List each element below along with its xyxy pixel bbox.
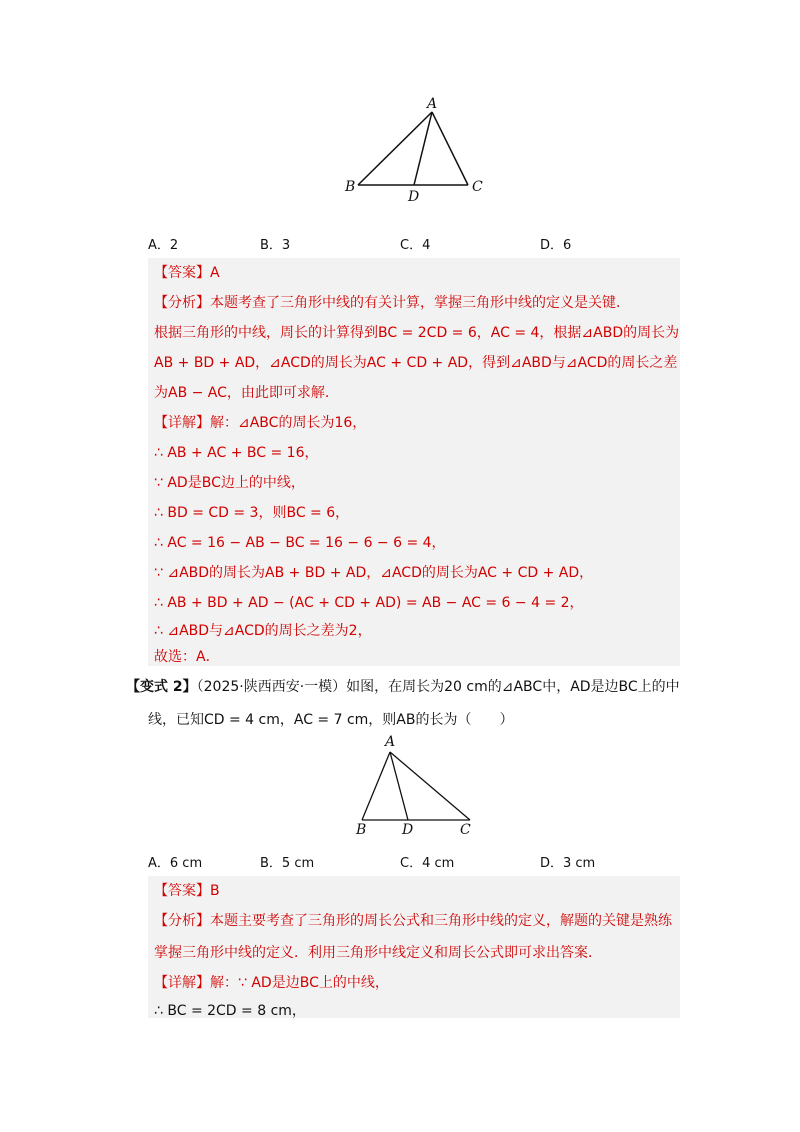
analysis-tag: 【分析】 bbox=[154, 295, 210, 311]
q2-text-1: （2025·陕西西安·一模）如图，在周长为20 cm的⊿ABC中，AD是边BC上的中 bbox=[196, 679, 680, 695]
q2-analysis-line-2: 掌握三角形中线的定义．利用三角形中线定义和周长公式即可求出答案． bbox=[154, 945, 602, 961]
q2-analysis-line-1 bbox=[154, 910, 672, 930]
label-C: C bbox=[460, 822, 471, 838]
detail-text-1: 解：⊿ABC的周长为16， bbox=[210, 415, 367, 431]
q1-detail-line-3: ∵ AD是BC边上的中线， bbox=[154, 475, 305, 491]
q1-detail-line-6: ∵ ⊿ABD的周长为AB + BD + AD，⊿ACD的周长为AC + CD + AD， bbox=[154, 565, 594, 581]
detail-tag: 【详解】 bbox=[154, 415, 210, 431]
q1-option-a[interactable]: A．2 bbox=[148, 238, 179, 253]
analysis-text-1: 本题考查了三角形中线的有关计算，掌握三角形中线的定义是关键． bbox=[210, 295, 630, 311]
q2-option-b[interactable]: B．5 cm bbox=[260, 856, 315, 871]
label-B: B bbox=[356, 822, 367, 838]
q1-option-b[interactable]: B．3 bbox=[260, 238, 291, 253]
q2-detail-line-1 bbox=[154, 972, 389, 992]
q2-question-line-1 bbox=[126, 676, 680, 696]
q2-question-line-2: 线，已知CD = 4 cm，AC = 7 cm，则AB的长为（ ） bbox=[148, 712, 514, 728]
q1-answer-line bbox=[154, 262, 220, 282]
answer-value: B bbox=[210, 883, 220, 899]
q1-solution-panel bbox=[148, 258, 680, 666]
label-A: A bbox=[385, 734, 396, 750]
q1-detail-line-8: ∴ ⊿ABD与⊿ACD的周长之差为2， bbox=[154, 623, 372, 639]
label-D: D bbox=[402, 822, 414, 838]
q1-analysis-line-3: AB + BD + AD，⊿ACD的周长为AC + CD + AD，得到⊿ABD与⊿ACD的周长之差 bbox=[154, 355, 678, 371]
analysis-tag: 【分析】 bbox=[154, 913, 210, 929]
answer-value: A bbox=[210, 265, 220, 281]
q1-option-c[interactable]: C．4 bbox=[400, 238, 431, 253]
q1-detail-line-1 bbox=[154, 412, 366, 432]
q2-solution-panel bbox=[148, 876, 680, 1018]
q2-detail-line-2: ∴ BC = 2CD = 8 cm， bbox=[154, 1003, 306, 1019]
detail-text-1: 解：∵ AD是边BC上的中线， bbox=[210, 975, 389, 991]
q1-analysis-line-4: 为AB − AC，由此即可求解． bbox=[154, 385, 339, 401]
q2-option-c[interactable]: C．4 cm bbox=[400, 856, 455, 871]
q1-analysis-line-2: 根据三角形的中线，周长的计算得到BC = 2CD = 6，AC = 4，根据⊿ABD的周长为 bbox=[154, 325, 680, 341]
label-B: B bbox=[345, 179, 356, 195]
q1-detail-line-7: ∴ AB + BD + AD − (AC + CD + AD) = AB − AC = 6 − 4 = 2， bbox=[154, 595, 584, 611]
q2-answer-line bbox=[154, 880, 220, 900]
triangle-figure-2 bbox=[348, 730, 488, 838]
triangle-figure-1 bbox=[330, 92, 500, 207]
answer-tag: 【答案】 bbox=[154, 883, 210, 899]
q1-detail-line-4: ∴ BD = CD = 3，则BC = 6， bbox=[154, 505, 350, 521]
answer-tag: 【答案】 bbox=[154, 265, 210, 281]
label-C: C bbox=[472, 179, 483, 195]
analysis-text-1: 本题主要考查了三角形的周长公式和三角形中线的定义，解题的关键是熟练 bbox=[210, 913, 672, 929]
q1-detail-line-2: ∴ AB + AC + BC = 16， bbox=[154, 445, 319, 461]
q1-option-d[interactable]: D．6 bbox=[540, 238, 572, 253]
q2-tag: 【变式 2】 bbox=[126, 679, 197, 695]
label-A: A bbox=[427, 96, 438, 112]
q1-choice-line: 故选：A． bbox=[154, 649, 220, 665]
q1-analysis-line-1 bbox=[154, 292, 630, 312]
q1-detail-line-5: ∴ AC = 16 − AB − BC = 16 − 6 − 6 = 4， bbox=[154, 535, 446, 551]
q2-option-a[interactable]: A．6 cm bbox=[148, 856, 203, 871]
q2-option-d[interactable]: D．3 cm bbox=[540, 856, 596, 871]
label-D: D bbox=[408, 189, 420, 205]
detail-tag: 【详解】 bbox=[154, 975, 210, 991]
